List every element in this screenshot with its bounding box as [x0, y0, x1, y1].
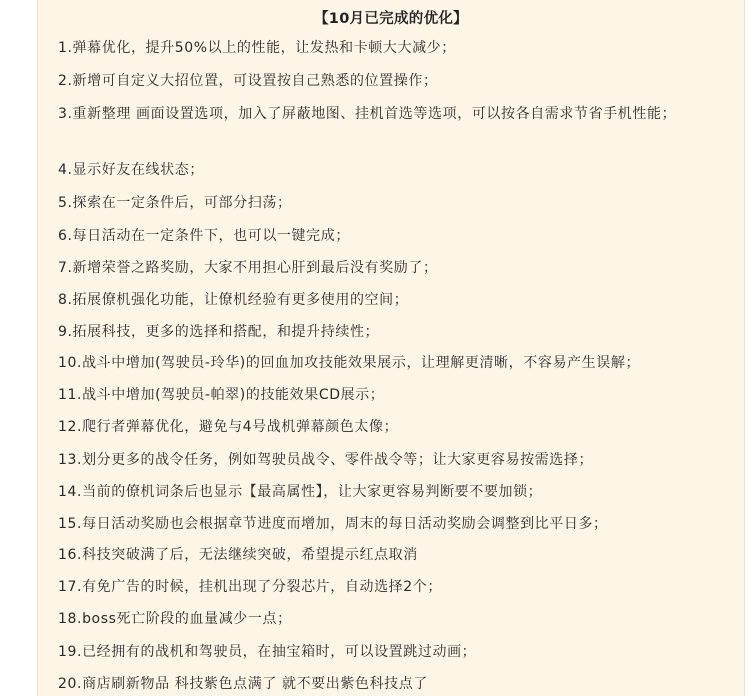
list-item: 11.战斗中增加(驾驶员-帕翠)的技能效果CD展示； [58, 387, 385, 403]
list-item: 9.拓展科技，更多的选择和搭配，和提升持续性； [58, 324, 380, 340]
list-item: 10.战斗中增加(驾驶员-玲华)的回血加攻技能效果展示，让理解更清晰，不容易产生误解； [58, 355, 641, 371]
document-title: 【10月已完成的优化】 [314, 11, 468, 27]
list-item: 7.新增荣誉之路奖励，大家不用担心肝到最后没有奖励了； [58, 260, 438, 276]
list-item: 12.爬行者弹幕优化，避免与4号战机弹幕颜色太像； [58, 419, 399, 435]
list-item: 18.boss死亡阶段的血量减少一点； [58, 611, 292, 627]
list-item: 20.商店刷新物品 科技紫色点满了 就不要出紫色科技点了 [58, 676, 428, 692]
list-item: 1.弹幕优化，提升50%以上的性能，让发热和卡顿大大减少； [58, 40, 456, 56]
list-item: 19.已经拥有的战机和驾驶员，在抽宝箱时，可以设置跳过动画； [58, 644, 477, 660]
document-panel [37, 0, 745, 696]
list-item: 13.划分更多的战令任务，例如驾驶员战令、零件战令等；让大家更容易按需选择； [58, 452, 594, 468]
list-item: 6.每日活动在一定条件下，也可以一键完成； [58, 228, 350, 244]
list-item: 17.有免广告的时候，挂机出现了分裂芯片，自动选择2个； [58, 579, 442, 595]
list-item: 4.显示好友在线状态； [58, 162, 204, 178]
list-item: 2.新增可自定义大招位置，可设置按自己熟悉的位置操作； [58, 73, 438, 89]
list-item: 5.探索在一定条件后，可部分扫荡； [58, 195, 292, 211]
list-item: 16.科技突破满了后，无法继续突破，希望提示红点取消 [58, 547, 418, 563]
list-item: 14.当前的僚机词条后也显示【最高属性】，让大家更容易判断要不要加锁； [58, 484, 543, 500]
list-item: 3.重新整理 画面设置选项，加入了屏蔽地图、挂机首选等选项，可以按各自需求节省手机性能； [58, 106, 677, 122]
list-item: 15.每日活动奖励也会根据章节进度而增加，周末的每日活动奖励会调整到比平日多； [58, 516, 608, 532]
list-item: 8.拓展僚机强化功能，让僚机经验有更多使用的空间； [58, 292, 409, 308]
